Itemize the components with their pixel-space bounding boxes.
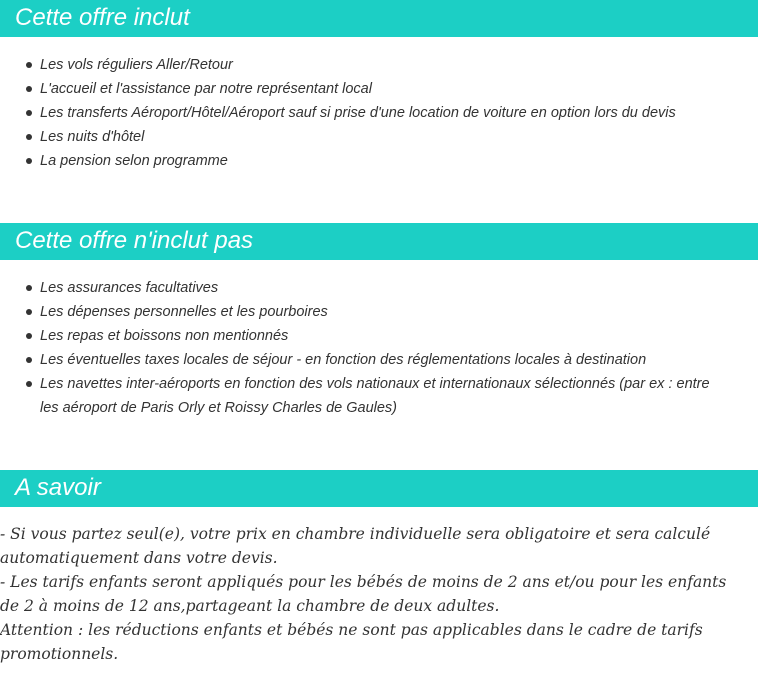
list-item: La pension selon programme [0,149,758,173]
list-item: L'accueil et l'assistance par notre représentant local [0,77,758,101]
savoir-paragraph: - Les tarifs enfants seront appliqués pour les bébés de moins de 2 ans et/ou pour les enfants de 2 à moins de 12 ans,partageant la chambre de deux adultes. [0,573,727,615]
included-list [0,53,758,173]
savoir-section-header [0,470,758,507]
list-item: Les nuits d'hôtel [0,125,758,149]
savoir-paragraph: - Si vous partez seul(e), votre prix en chambre individuelle sera obligatoire et sera calculé automatiquement dans votre devis. [0,525,711,567]
list-item: Les repas et boissons non mentionnés [0,324,758,348]
savoir-text [0,522,750,666]
list-item: Les assurances facultatives [0,276,758,300]
included-section-header [0,0,758,37]
list-item: Les vols réguliers Aller/Retour [0,53,758,77]
list-item: Les navettes inter-aéroports en fonction des vols nationaux et internationaux sélectionnés (par ex : entre les aéroport de Paris Orly et Roissy Charles de Gaules) [0,372,758,420]
included-section-title: Cette offre inclut [15,4,190,31]
excluded-section-title: Cette offre n'inclut pas [15,227,254,254]
list-item: Les transferts Aéroport/Hôtel/Aéroport sauf si prise d'une location de voiture en option lors du devis [0,101,758,125]
savoir-section-title: A savoir [15,474,101,501]
list-item: Les dépenses personnelles et les pourboires [0,300,758,324]
excluded-list [0,276,758,420]
list-item: Les éventuelles taxes locales de séjour - en fonction des réglementations locales à destination [0,348,758,372]
savoir-paragraph: Attention : les réductions enfants et bébés ne sont pas applicables dans le cadre de tarifs promotionnels. [0,621,703,663]
excluded-section-header [0,223,758,260]
